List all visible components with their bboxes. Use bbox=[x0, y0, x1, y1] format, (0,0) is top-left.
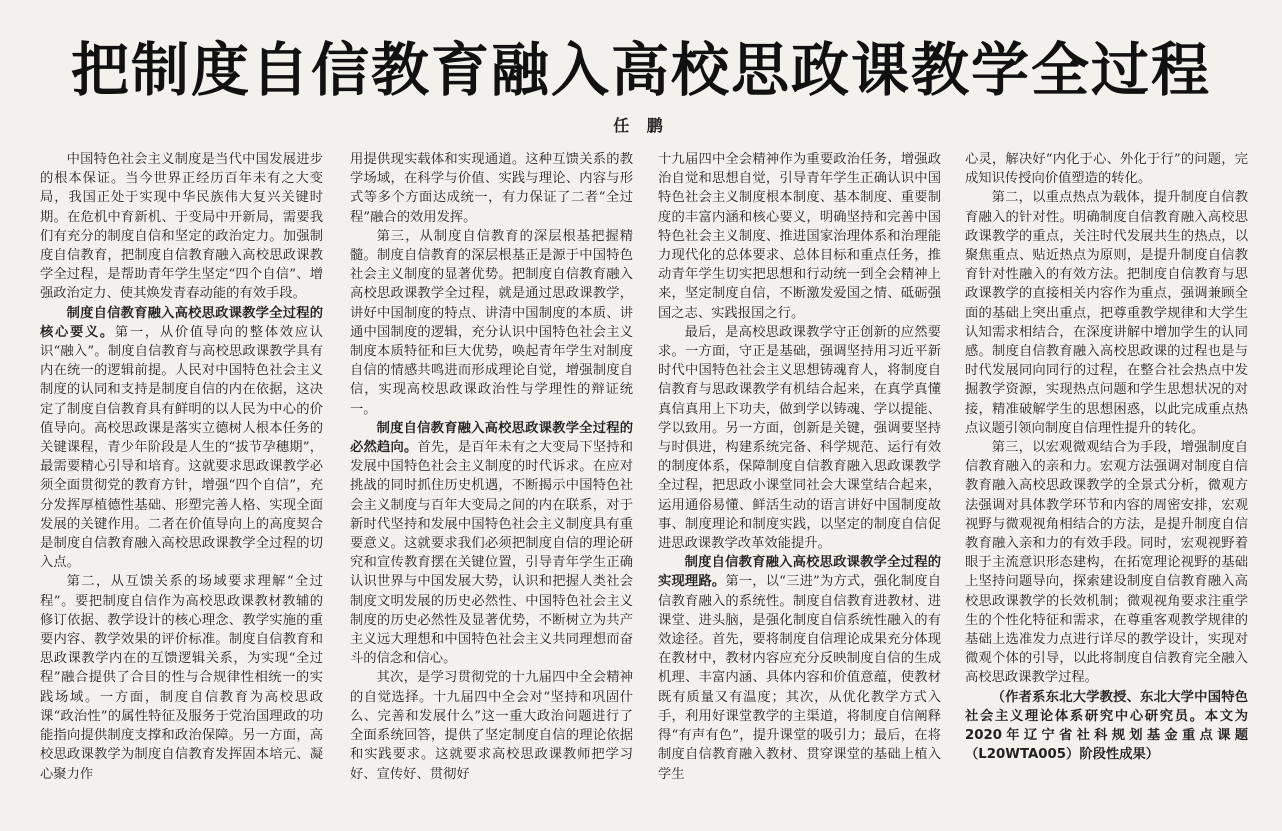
paragraph-text: 十九届四中全会精神作为重要政治任务，增强政治自觉和思想自觉，引导青年学生正确认识中国特色社会主义制度根本制度、基本制度、重要制度的丰富内涵和核心要义，明确坚持和完善中国特色社会主义制度、推进国家治理体系和治理能力现代化的总体要求、总体目标和重点任务，推动青年学生切实把思想和行动统一到全会精神上来，坚定制度自信，不断激发爱国之情、砥砺强国之志、实践报国之行。 bbox=[658, 152, 941, 321]
author-note bbox=[965, 688, 1248, 765]
paragraph-text: 第三，以宏观微观结合为手段，增强制度自信教育融入的亲和力。宏观方法强调对制度自信教育融入高校思政课教学的全景式分析，微观方法强调对具体教学环节和内容的周密安排，宏观视野与微观视角相结合的方法，是提升制度自信教育融入亲和力的有效手段。同时，宏观视野着眼于主流意识形态建构，在拓宽理论视野的基础上坚持问题导向，探索建设制度自信教育融入高校思政课教学的长效机制；微观视角要求注重学生的个性化特征和需求，在尊重客观教学规律的基础上选准发力点进行详尽的教学设计，实现对微观个体的引导，以此将制度自信教育完全融入高校思政课教学过程。 bbox=[965, 440, 1248, 686]
paragraph bbox=[350, 227, 633, 419]
section-heading: 制度自信教育融入高校思政课教学全过程的核心要义。 bbox=[40, 305, 323, 340]
paragraph-text: 首先，是百年未有之大变局下坚持和发展中国特色社会主义制度的时代诉求。在应对挑战的同时抓住历史机遇，不断揭示中国特色社会主义制度与百年大变局之间的内在联系，对于新时代坚持和发展中国特色社会主义制度具有重要意义。这就要求我们必须把制度自信的理论研究和宣传教育摆在关键位置，引导青年学生正确认识世界与中国发展大势，认识和把握人类社会制度文明发展的历史必然性、中国特色社会主义制度的历史必然性及显著优势，不断树立为共产主义远大理想和中国特色社会主义共同理想而奋斗的信念和信心。 bbox=[350, 440, 633, 667]
text-column-2 bbox=[350, 150, 633, 815]
text-column-3 bbox=[658, 150, 941, 815]
paragraph bbox=[965, 438, 1248, 688]
paragraph bbox=[350, 419, 633, 669]
article-title: 把制度自信教育融入高校思政课教学全过程 bbox=[70, 36, 1211, 104]
section-heading: 制度自信教育融入高校思政课教学全过程的必然趋向。 bbox=[350, 420, 633, 456]
text-column-1 bbox=[40, 150, 323, 815]
paragraph bbox=[40, 304, 323, 573]
paragraph-text: 第三，从制度自信教育的深层根基把握精髓。制度自信教育的深层根基正是源于中国特色社会主义制度的显著优势。把制度自信教育融入高校思政课教学全过程，就是通过思政课教学，讲好中国制度的特点、讲清中国制度的本质、讲通中国制度的逻辑，充分认识中国特色社会主义制度本质特征和巨大优势，唤起青年学生对制度自信的情感共鸣进而形成理论自觉，增强制度自信，实现高校思政课政治性与学理性的辩证统一。 bbox=[350, 228, 633, 417]
paragraph-text: 其次，是学习贯彻党的十九届四中全会精神的自觉选择。十九届四中全会对“坚持和巩固什么、完善和发展什么”这一重大政治问题进行了全面系统回答，提供了坚定制度自信的理论依据和实践要求。这就要求高校思政课教师把学习好、宣传好、贯彻好 bbox=[350, 670, 633, 782]
paragraph bbox=[965, 188, 1248, 438]
paragraph-text: 中国特色社会主义制度是当代中国发展进步的根本保证。当今世界正经历百年未有之大变局，我国正处于实现中华民族伟大复兴关键时期。在危机中育新机、于变局中开新局，需要我们有充分的制度自信和坚定的政治定力。加强制度自信教育，把制度自信教育融入高校思政课教学全过程，是帮助青年学生坚定“四个自信”、增强政治定力、使其焕发青春动能的有效手段。 bbox=[40, 152, 323, 302]
paragraph bbox=[350, 668, 633, 783]
paragraph bbox=[658, 323, 941, 553]
paragraph-text: 用提供现实载体和实现通道。这种互馈关系的教学场域，在科学与价值、实践与理论、内容与形式等多个方面达成统一，有力保证了二者“全过程”融合的效用发挥。 bbox=[350, 152, 633, 225]
paragraph bbox=[350, 150, 633, 227]
article-author: 任 鹏 bbox=[613, 116, 669, 135]
paragraph bbox=[40, 572, 323, 783]
text-column-4 bbox=[965, 150, 1248, 815]
section-heading: 制度自信教育融入高校思政课教学全过程的实现理路。 bbox=[658, 555, 941, 590]
paragraph-text: 第一，以“三进”为方式，强化制度自信教育融入的系统性。制度自信教育进教材、进课堂、进头脑，是强化制度自信系统性融入的有效途径。首先，要将制度自信理论成果充分体现在教材中，教材内容应充分反映制度自信的生成机理、丰富内涵、具体内容和价值意蕴，使教材既有质量又有温度；其次，从优化教学方式入手，利用好课堂教学的主渠道，将制度自信阐释得“有声有色”，提升课堂的吸引力；最后，在将制度自信教育融入教材、贯穿课堂的基础上植入学生 bbox=[658, 574, 941, 782]
paragraph bbox=[965, 150, 1248, 188]
paragraph bbox=[658, 150, 941, 323]
paragraph bbox=[658, 553, 941, 783]
paragraph-text: 第一，从价值导向的整体效应认识“融入”。制度自信教育与高校思政课教学具有内在统一的逻辑前提。人民对中国特色社会主义制度的认同和支持是制度自信的内在依据，这决定了制度自信教育具有鲜明的以人民为中心的价值导向。高校思政课是落实立德树人根本任务的关键课程，青少年阶段是人生的“拔节孕穗期”，最需要精心引导和培育。这就要求思政课教学必须全面贯彻党的教育方针，增强“四个自信”，充分发挥厚植德性基础、形塑完善人格、实现全面发展的关键作用。二者在价值导向上的高度契合是制度自信教育融入高校思政课教学全过程的切入点。 bbox=[40, 324, 323, 571]
paragraph-text: 第二，以重点热点为载体，提升制度自信教育融入的针对性。明确制度自信教育融入高校思政课教学的重点，关注时代发展共生的热点，以聚焦重点、贴近热点为原则，是提升制度自信教育针对性融入的有效方法。把制度自信教育与思政课教学的直接相关内容作为重点，强调兼顾全面的基础上突出重点，把尊重教学规律和大学生认知需求相结合，在深度讲解中增加学生的认同感。制度自信教育融入高校思政课的过程也是与时代发展同向同行的过程，在整合社会热点中发掘教学资源，实现热点问题和学生思想状况的对接，精准破解学生的思想困惑，以此完成重点热点议题引领向制度自信理性提升的转化。 bbox=[965, 190, 1248, 436]
paragraph-text: （作者系东北大学教授、东北大学中国特色社会主义理论体系研究中心研究员。本文为2020年辽宁省社科规划基金重点课题（L20WTA005）阶段性成果） bbox=[965, 689, 1248, 763]
paragraph bbox=[40, 150, 323, 304]
paragraph-text: 心灵，解决好“内化于心、外化于行”的问题，完成知识传授向价值塑造的转化。 bbox=[965, 152, 1248, 187]
paragraph-text: 第二，从互馈关系的场域要求理解“全过程”。要把制度自信作为高校思政课教材教辅的修订依据、教学设计的核心理念、教学实施的重要内容、教学效果的评价标准。制度自信教育和思政课教学内在的互馈逻辑关系，为实现“全过程”融合提供了合目的性与合规律性相统一的实践场域。一方面，制度自信教育为高校思政课“政治性”的属性特征及服务于党治国理政的功能指向提供制度支撑和政治保障。另一方面，高校思政课教学为制度自信教育发挥固本培元、凝心聚力作 bbox=[40, 574, 323, 782]
paragraph-text: 最后，是高校思政课教学守正创新的应然要求。一方面，守正是基础，强调坚持用习近平新时代中国特色社会主义思想铸魂育人，将制度自信教育与思政课教学有机结合起来，在真学真懂真信真用上下功夫，做到学以铸魂、学以提能、学以致用。另一方面，创新是关键，强调要坚持与时俱进，构建系统完备、科学规范、运行有效的制度体系，保障制度自信教育融入思政课教学全过程，把思政小课堂同社会大课堂结合起来，运用通俗易懂、鲜活生动的语言讲好中国制度故事、制度理论和制度实践，以坚定的制度自信促进思政课教学改革效能提升。 bbox=[658, 324, 941, 552]
